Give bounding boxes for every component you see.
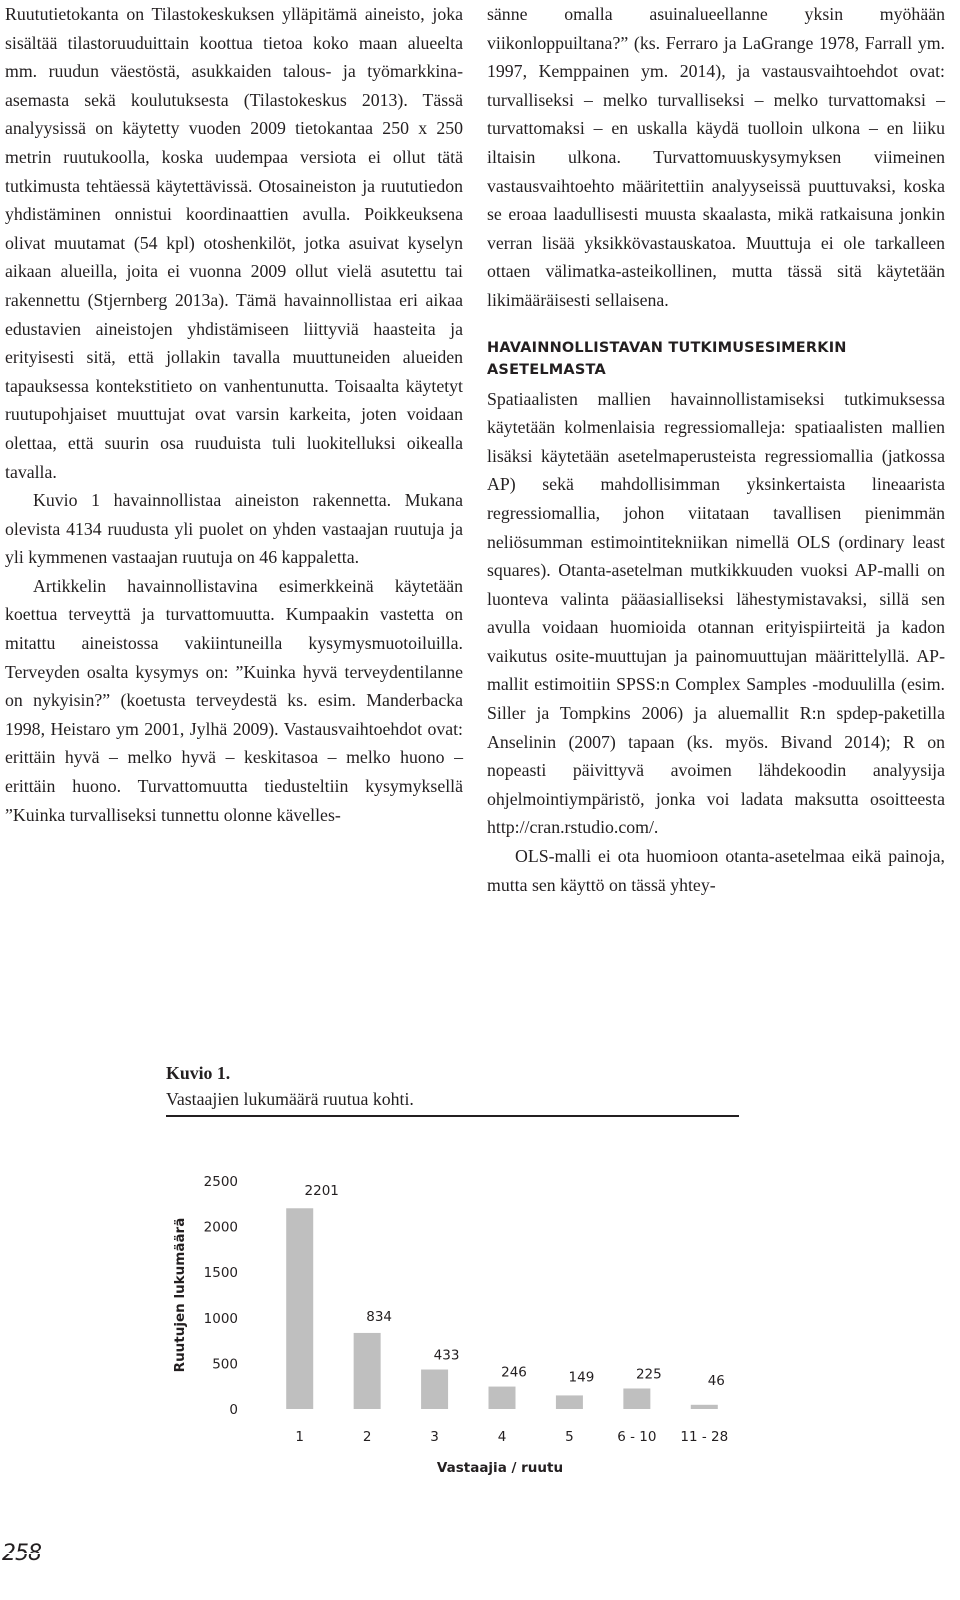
x-tick-label: 11 - 28 [680, 1429, 729, 1445]
bar [286, 1208, 313, 1409]
y-tick-label: 1000 [203, 1310, 238, 1327]
x-tick-label: 6 - 10 [617, 1429, 657, 1445]
x-tick-label: 3 [430, 1429, 439, 1445]
x-tick-label: 1 [295, 1429, 305, 1445]
paragraph: Ruututietokanta on Tilastokeskuksen ylläpitämä aineisto, joka sisältää tilastoruuduittain koottua tietoa koko maan alueelta mm. ruudun väestöstä, asukkaiden talous- ja työmarkkina-asemasta sekä koulutuksesta (Tilastokeskus 2013). Tässä analyysissä on käytetty vuoden 2009 tietokantaa 250 x 250 metrin ruutukoolla, koska uudempaa versiota ei ollut tätä tutkimusta tehtäessä käytettävissä. Otosaineiston ja ruututiedon yhdistäminen onnistui koordinaattien avulla. Poikkeuksena olivat muutamat (54 kpl) otoshenkilöt, jotka asuivat kyselyn aikaan alueilla, joita ei vuonna 2009 ollut vielä asutettu tai rakennettu (Stjernberg 2013a). Tämä havainnollistaa eri aikaa edustavien aineistojen yhdistämiseen liittyviä haasteita ja erityisesti sitä, että jollakin tavalla muuttuneiden alueiden tapauksessa kontekstitieto on vanhentunutta. Toisaalta käytetyt ruutupohjaiset muuttujat ovat varsin karkeita, joten voidaan olettaa, että suurin osa ruuduista tuli luokitelluksi oikealla tavalla. [5, 4, 463, 482]
y-tick-label: 2500 [203, 1174, 238, 1190]
paragraph: Artikkelin havainnollistavina esimerkkeinä käytetään koettua terveyttä ja turvattomuutta. Kumpaakin vastetta on mitattu aineistossa vakiintuneilla kysymysmuotoiluilla. Terveyden osalta kysymys on: ”Kuinka hyvä terveydentilanne on nykyisin?” (koetusta terveydestä ks. esim. Manderbacka 1998, Heistaro ym 2001, Jylhä 2009). Vastausvaihtoehdot ovat: erittäin hyvä – melko hyvä – keskitasoa – melko huono – erittäin huono. Turvattomuutta tiedusteltiin kysymyksellä ”Kuinka turvalliseksi tunnettu olonne kävelles- [5, 575, 463, 825]
data-label: 46 [707, 1372, 725, 1389]
paragraph: sänne omalla asuinalueellanne yksin myöhään viikonloppuiltana?” (ks. Ferraro ja LaGrange 1978, Farrall ym. 1997, Kemppainen ym. 2014), ja vastausvaihtoehdot ovat: turvalliseksi – melko turvalliseksi – melko turvattomaksi – turvattomaksi – en uskalla käydä tuolloin ulkona – en liiku iltaisin ulkona. Turvattomuuskysymyksen viimeinen vastausvaihtoehto määritettiin analyyseissä puuttuvaksi, koska se eroaa laadullisesti muusta skaalasta, mikä ratkaisuna jonkin verran lisää yksikkövastauskatoa. Muuttuja ei ole tarkalleen ottaen välimatka-asteikollinen, mutta tässä sitä käytetään likimääräisesti sellaisena. [487, 4, 945, 310]
chart-layer [172, 1174, 728, 1476]
paragraph: Kuvio 1 havainnollistaa aineiston rakennetta. Mukana olevista 4134 ruudusta yli puolet on yhden vastaajan ruutuja ja yli kymmenen vastaajan ruutuja on 46 kappaletta. [5, 490, 463, 568]
bar [421, 1370, 448, 1409]
right-column [487, 0, 945, 899]
y-tick-label: 2000 [203, 1219, 238, 1236]
bar [489, 1387, 516, 1409]
figure-rule [166, 1115, 739, 1117]
paragraph: OLS-malli ei ota huomioon otanta-asetelmaa eikä painoja, mutta sen käyttö on tässä yhtey- [487, 846, 945, 895]
data-label: 246 [501, 1364, 527, 1381]
figure-title: Vastaajien lukumäärä ruutua kohti. [166, 1089, 414, 1109]
page-number: 258 [2, 1541, 41, 1566]
y-axis-label: Ruutujen lukumäärä [172, 1217, 188, 1373]
x-axis-label: Vastaajia / ruutu [436, 1460, 564, 1476]
data-label: 149 [568, 1369, 595, 1386]
x-tick-label: 4 [497, 1429, 507, 1445]
data-label: 225 [635, 1366, 662, 1383]
bar [556, 1395, 583, 1409]
section-heading: HAVAINNOLLISTAVAN TUTKIMUSESIMERKIN ASETELMASTA [487, 339, 847, 378]
bar [354, 1333, 381, 1409]
x-tick-label: 5 [565, 1429, 574, 1445]
figure-caption [166, 1060, 414, 1112]
data-label: 834 [366, 1308, 393, 1325]
paragraph: Spatiaalisten mallien havainnollistamiseksi tutkimuksessa käytetään kolmenlaisia regressiomalleja: spatiaalisten mallien lisäksi käytetään asetelmaperusteista regressiomallia (jatkossa AP) sekä mahdollisimman yksinkertaista lineaarista regressiomallia, johon viitataan tavallisen pienimmän neliösumman estimointitekniikan nimellä OLS (ordinary least squares). Otanta-asetelman mutkikkuuden vuoksi AP-malli on luonteva valinta pääasialliseksi lähestymistavaksi, sillä sen avulla voidaan huomioida otannan erityispiirteitä ja kadon vaikutus osite-muuttujan ja painomuuttujan määrittelyllä. AP-mallit estimoitiin SPSS:n Complex Samples -moduulilla (esim. Siller ja Tompkins 2006) ja aluemallit R:n spdep-paketilla Anselinin (2007) tapaan (ks. myös. Bivand 2014); R on nopeasti päivittyvä avoimen lähdekoodin analyysija ohjelmointiympäristö, jonka voi ladata maksutta osoitteesta http://cran.rstudio.com/. [487, 388, 945, 838]
bar-chart [150, 1150, 770, 1490]
y-tick-label: 500 [212, 1356, 238, 1373]
bar [691, 1405, 718, 1409]
left-column [5, 0, 463, 829]
y-tick-label: 1500 [203, 1265, 238, 1282]
data-label: 2201 [304, 1183, 339, 1199]
bar [623, 1388, 650, 1409]
data-label: 433 [433, 1347, 460, 1364]
y-tick-label: 0 [229, 1402, 238, 1418]
figure-label: Kuvio 1. [166, 1063, 231, 1083]
x-tick-label: 2 [362, 1429, 372, 1445]
